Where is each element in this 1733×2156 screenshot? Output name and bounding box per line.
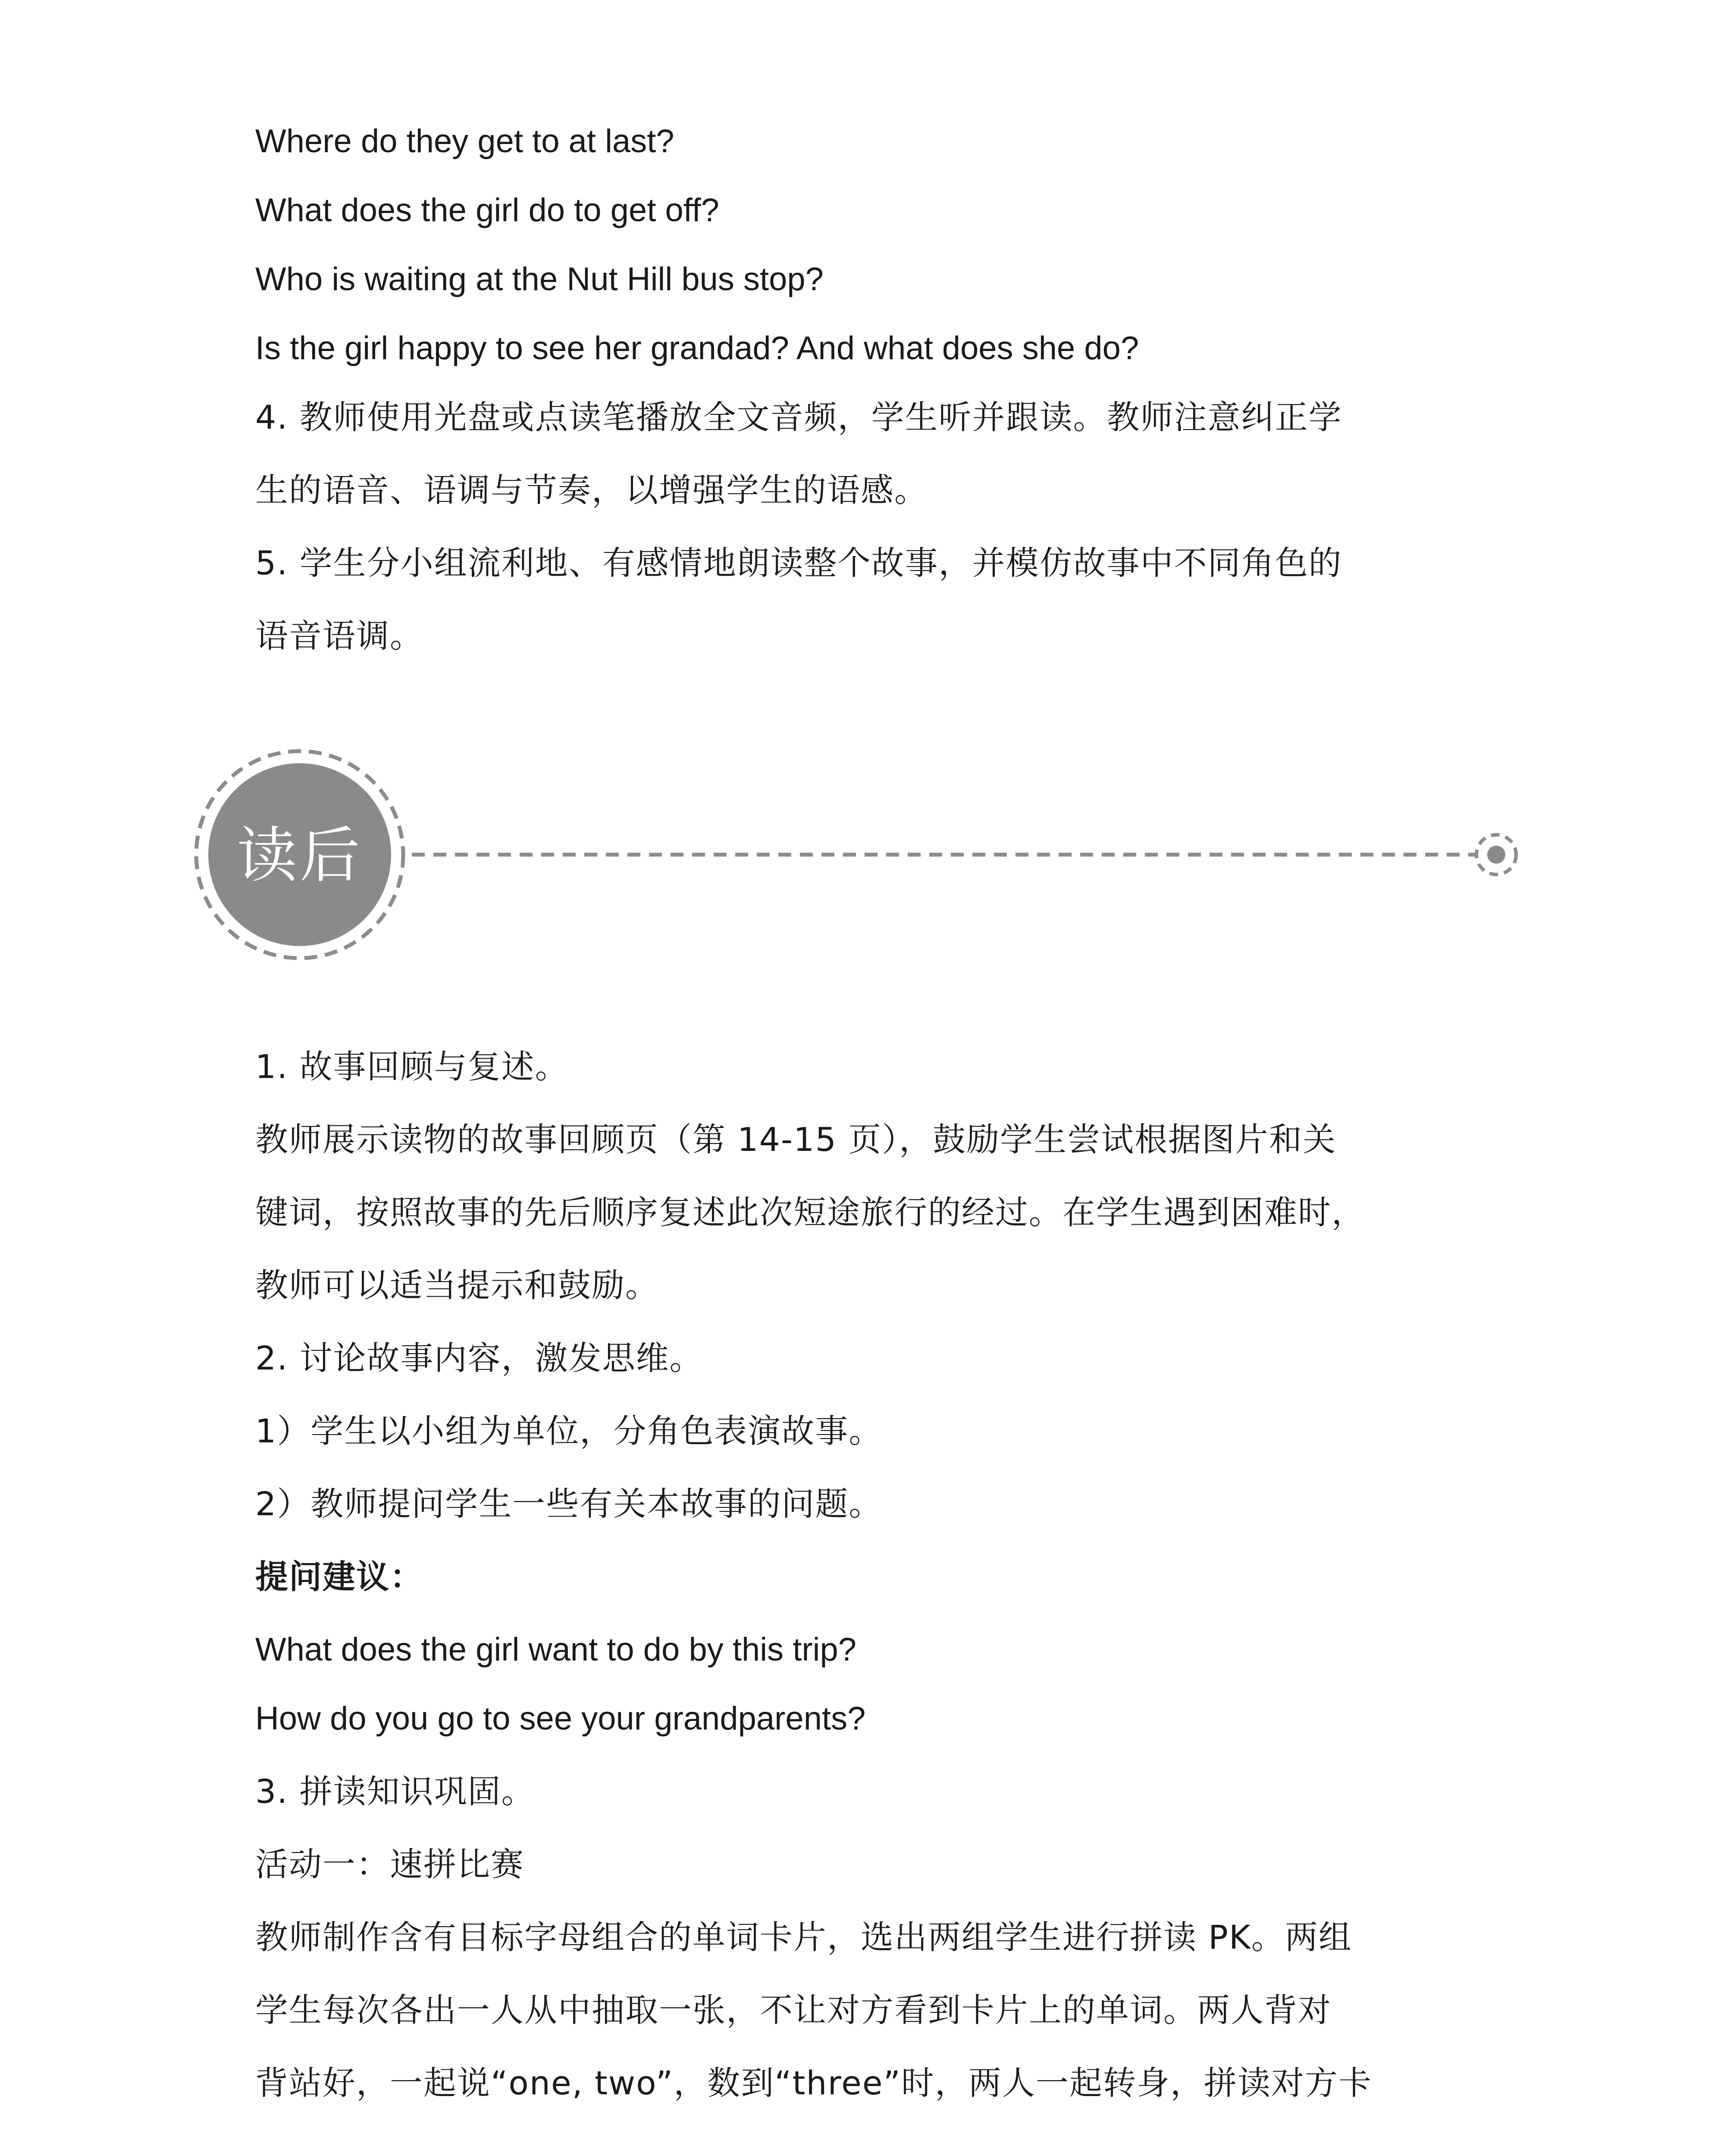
activity1-body-line: 教师制作含有目标字母组合的单词卡片，选出两组学生进行拼读 PK。两组: [255, 1918, 1352, 1956]
question-line: What does the girl do to get off?: [255, 192, 719, 229]
item1-body-line: 键词，按照故事的先后顺序复述此次短途旅行的经过。在学生遇到困难时，: [255, 1193, 1365, 1232]
section-title: 读后: [236, 821, 363, 891]
step5-line: 5. 学生分小组流利地、有感情地朗读整个故事，并模仿故事中不同角色的: [255, 544, 1342, 582]
suggest-label: 提问建议：: [255, 1557, 423, 1596]
item2-sub: 1）学生以小组为单位，分角色表演故事。: [255, 1412, 883, 1450]
activity1-title: 活动一：速拼比赛: [255, 1845, 524, 1883]
item3-title: 3. 拼读知识巩固。: [255, 1772, 535, 1811]
end-dot-icon: [1487, 846, 1505, 864]
activity1-body-line: 学生每次各出一人从中抽取一张，不让对方看到卡片上的单词。两人背对: [255, 1991, 1332, 2029]
suggest-question: How do you go to see your grandparents?: [255, 1700, 866, 1737]
section-header: [190, 742, 1544, 966]
item1-title: 1. 故事回顾与复述。: [255, 1047, 569, 1086]
question-line: Who is waiting at the Nut Hill bus stop?: [255, 261, 824, 298]
suggest-question: What does the girl want to do by this trip?: [255, 1631, 857, 1668]
section-header-graphic: [190, 742, 1544, 966]
item2-sub: 2）教师提问学生一些有关本故事的问题。: [255, 1485, 883, 1523]
item1-body-line: 教师可以适当提示和鼓励。: [255, 1266, 659, 1304]
step4-line: 4. 教师使用光盘或点读笔播放全文音频，学生听并跟读。教师注意纠正学: [255, 398, 1342, 436]
item2-title: 2. 讨论故事内容，激发思维。: [255, 1339, 703, 1377]
activity1-body-line: 背站好，一起说“one, two”，数到“three”时，两人一起转身，拼读对方卡: [255, 2064, 1373, 2102]
step4-line: 生的语音、语调与节奏，以增强学生的语感。: [255, 471, 928, 509]
question-line: Is the girl happy to see her grandad? And what does she do?: [255, 330, 1139, 367]
question-line: Where do they get to at last?: [255, 123, 674, 160]
item1-body-line: 教师展示读物的故事回顾页（第 14-15 页），鼓励学生尝试根据图片和关: [255, 1120, 1337, 1159]
step5-line: 语音语调。: [255, 617, 423, 655]
